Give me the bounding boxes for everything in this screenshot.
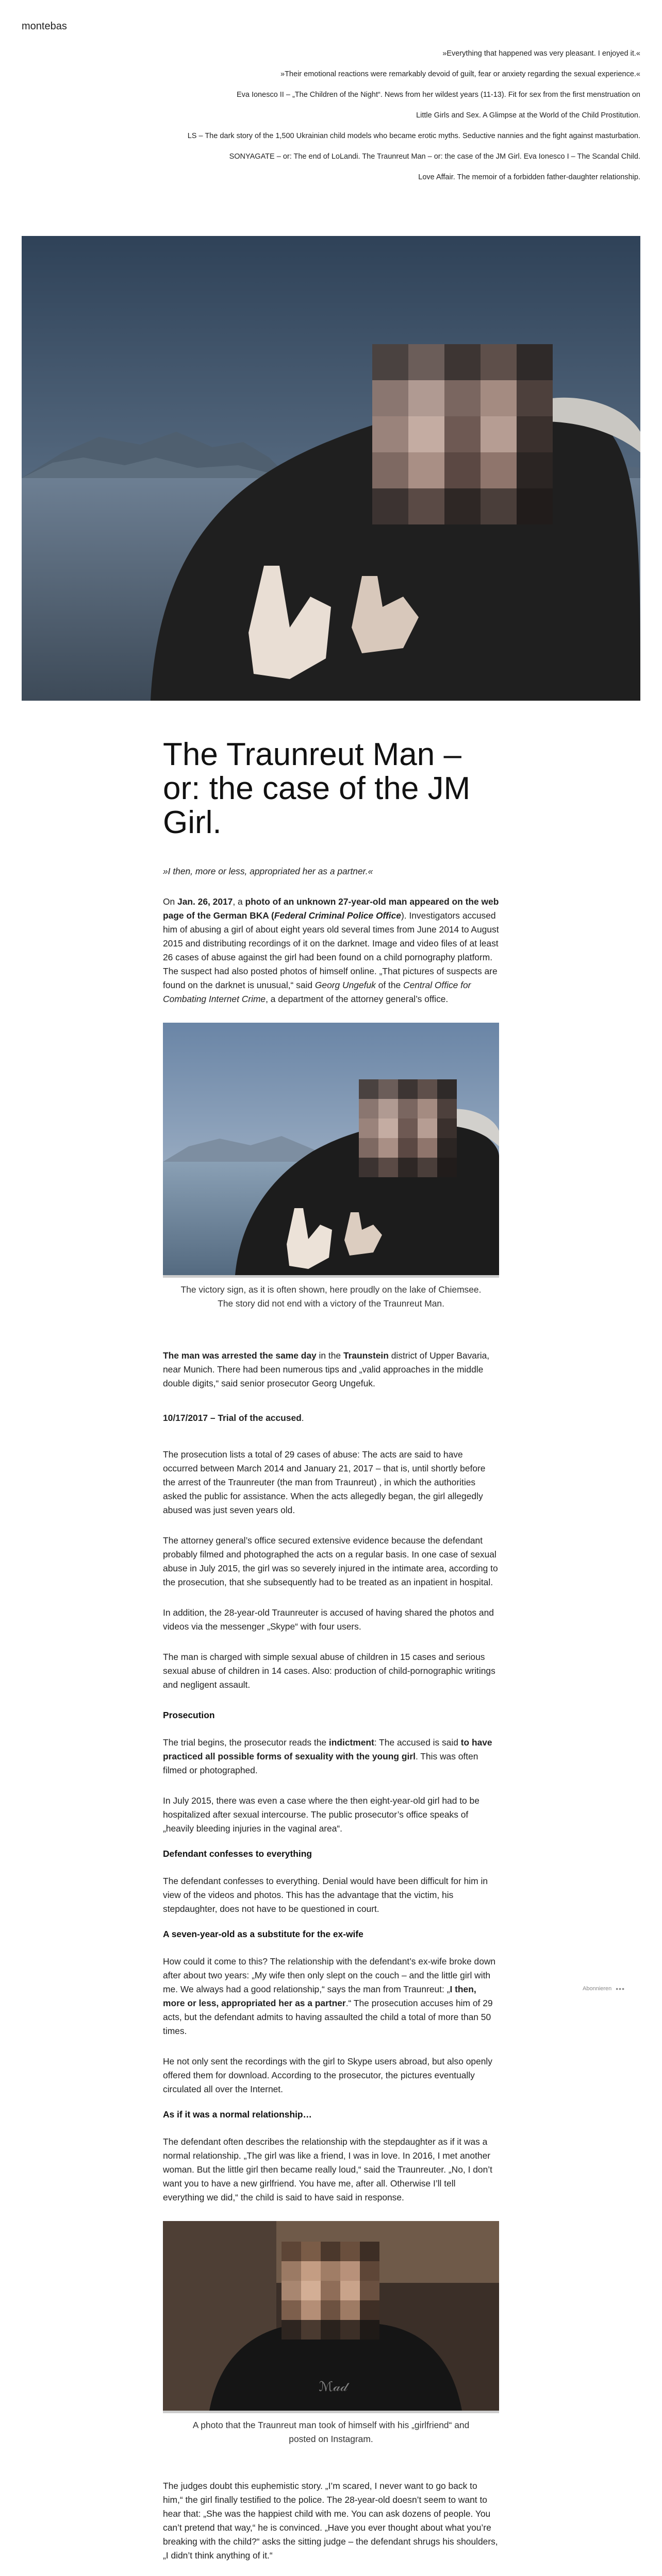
figure-instagram-photo [163, 2221, 499, 2446]
nav-item-6[interactable]: SONYAGATE – or: The end of LoLandi. The Traunreut Man – or: the case of the JM Girl. Eva Ionesco I – The Scandal Child. [229, 152, 640, 161]
site-title[interactable]: montebas [22, 21, 67, 32]
nav-item-7[interactable]: Love Affair. The memoir of a forbidden father-daughter relationship. [418, 173, 640, 181]
hero-image [22, 236, 640, 701]
instagram-photo [163, 2221, 499, 2413]
intro-paragraph: On Jan. 26, 2017, a photo of an unknown 27-year-old man appeared on the web page of the German BKA (Federal Criminal Police Office). Investigators accused him of abusing a girl of about eight years old several times from June 2014 to August 2015 and distributing recordings of it on the darknet. Image and video files of at least 26 cases of abuse against the girl had been found on a child pornography platform. The suspect had also posted photos of himself online. „That pictures of suspects are found on the darknet is unusual,“ said Georg Ungefuk of the Central Office for Combating Internet Crime, a department of the attorney general’s office. [163, 896, 499, 1004]
shirt-print: ℳ𝒶𝒹 [319, 2379, 347, 2395]
lake-photo [163, 1023, 499, 1278]
heading-substitute: A seven-year-old as a substitute for the ex-wife [163, 1929, 363, 1939]
hospital-case-paragraph: In July 2015, there was even a case where the then eight-year-old girl had to be hospitalized after sexual intercourse. The public prosecutor’s office speaks of „heavily bleeding injuries in the vaginal area“. [163, 1795, 479, 1834]
recordings-paragraph: He not only sent the recordings with the girl to Skype users abroad, but also openly offered them for download. According to the prosecutor, the pictures eventually circulated all over the Internet. [163, 2056, 492, 2094]
heading-confesses: Defendant confesses to everything [163, 1849, 312, 1859]
nav-item-3[interactable]: Eva Ionesco II – „The Children of the Night“. News from her wildest years (11-13). Fit for sex from the first menstruation on [236, 91, 640, 99]
article [163, 738, 499, 2576]
trial-heading: 10/17/2017 – Trial of the accused. [163, 1413, 304, 1423]
figure-lake-photo [163, 1023, 499, 1311]
arrest-paragraph: The man was arrested the same day in the Traunstein district of Upper Bavaria, near Munich. There had been numerous tips and „valid approaches in the middle double digits,“ said senior prosecutor Georg Ungefuk. [163, 1350, 490, 1388]
nav-item-1[interactable]: »Everything that happened was very pleasant. I enjoyed it.« [442, 49, 640, 58]
skype-paragraph: In addition, the 28-year-old Traunreuter is accused of having shared the photos and videos via the messenger „Skype“ with four users. [163, 1607, 494, 1632]
relationship-paragraph: How could it come to this? The relationship with the defendant’s ex-wife broke down after about two years: „My wife then only slept on the couch – and the little girl with me. We always had a good relationship,“ says the man from Traunreut: „I then, more or less, appropriated her as a partner.“ The prosecution accuses him of 29 acts, but the defendant admits to having assaulted the child a total of more than 50 times. [163, 1956, 496, 2036]
prosecution-list-paragraph: The prosecution lists a total of 29 cases of abuse: The acts are said to have occurred between March 2014 and January 21, 2017 – that is, until shortly before the arrest of the Traunreuter (the man from Traunreut) , in which the authorities asked the public for assistance. When the acts allegedly began, the girl allegedly abused was just seven years old. [163, 1449, 486, 1515]
judges-doubt-paragraph: The judges doubt this euphemistic story. „I’m scared, I never want to go back to him,“ the girl finally testified to the police. The 28-year-old doesn’t seem to want to hear that: „She was the happiest child with me. You can ask dozens of people. You can’t pretend that way,“ he is convinced. „Have you ever thought about what you’re breaking with the child?“ asks the sitting judge – the defendant shrugs his shoulders, „I didn’t think anything of it.“ [163, 2481, 498, 2561]
indictment-paragraph: The trial begins, the prosecutor reads the indictment: The accused is said to have practiced all possible forms of sexuality with the young girl. This was often filmed or photographed. [163, 1737, 492, 1775]
confession-paragraph: The defendant confesses to everything. Denial would have been difficult for him in view of the videos and photos. This has the advantage that the victim, his stepdaughter, does not have to be questioned in court. [163, 1876, 488, 1914]
follow-button[interactable]: Abonnieren [583, 1986, 612, 1992]
top-navigation [47, 43, 640, 188]
lead-quote: »I then, more or less, appropriated her as a partner.« [163, 866, 373, 876]
lake-photo-caption: The victory sign, as it is often shown, here proudly on the lake of Chiemsee. The story did not end with a victory of the Traunreut Man. [180, 1284, 482, 1309]
nav-item-2[interactable]: »Their emotional reactions were remarkably devoid of guilt, fear or anxiety regarding the sexual experience.« [280, 70, 640, 78]
follow-widget [583, 1982, 652, 1995]
nav-item-4[interactable]: Little Girls and Sex. A Glimpse at the World of the Child Prostitution. [416, 111, 640, 120]
stepdaughter-paragraph: The defendant often describes the relationship with the stepdaughter as if it was a normal relationship. „The girl was like a friend, I was in love. In 2016, I met another woman. But the little girl then became really loud,“ said the Traunreuter. „No, I don’t want you to have a new girlfriend. You have me, after all. Otherwise I’ll tell everything we did,“ the child is said to have said in response. [163, 2137, 492, 2202]
nav-item-5[interactable]: LS – The dark story of the 1,500 Ukrainian child models who became erotic myths. Seductive nannies and the fight against masturbation. [187, 132, 640, 140]
charges-paragraph: The man is charged with simple sexual abuse of children in 15 cases and serious sexual abuse of children in 14 cases. Also: production of child-pornographic writings and negligent assault. [163, 1652, 495, 1690]
evidence-paragraph: The attorney general’s office secured extensive evidence because the defendant probably filmed and photographed the acts on a regular basis. In one case of sexual abuse in July 2015, the girl was so severely injured in the intimate area, according to the prosecution, that she subsequently had to be treated as an inpatient in hospital. [163, 1535, 498, 1587]
heading-normal-relationship: As if it was a normal relationship… [163, 2109, 312, 2120]
article-title: The Traunreut Man – or: the case of the JM Girl. [163, 737, 471, 840]
instagram-photo-caption: A photo that the Traunreut man took of himself with his „girlfriend“ and posted on Instagram. [192, 2420, 470, 2444]
more-options-icon[interactable]: ••• [616, 1985, 625, 1993]
heading-prosecution: Prosecution [163, 1710, 215, 1720]
